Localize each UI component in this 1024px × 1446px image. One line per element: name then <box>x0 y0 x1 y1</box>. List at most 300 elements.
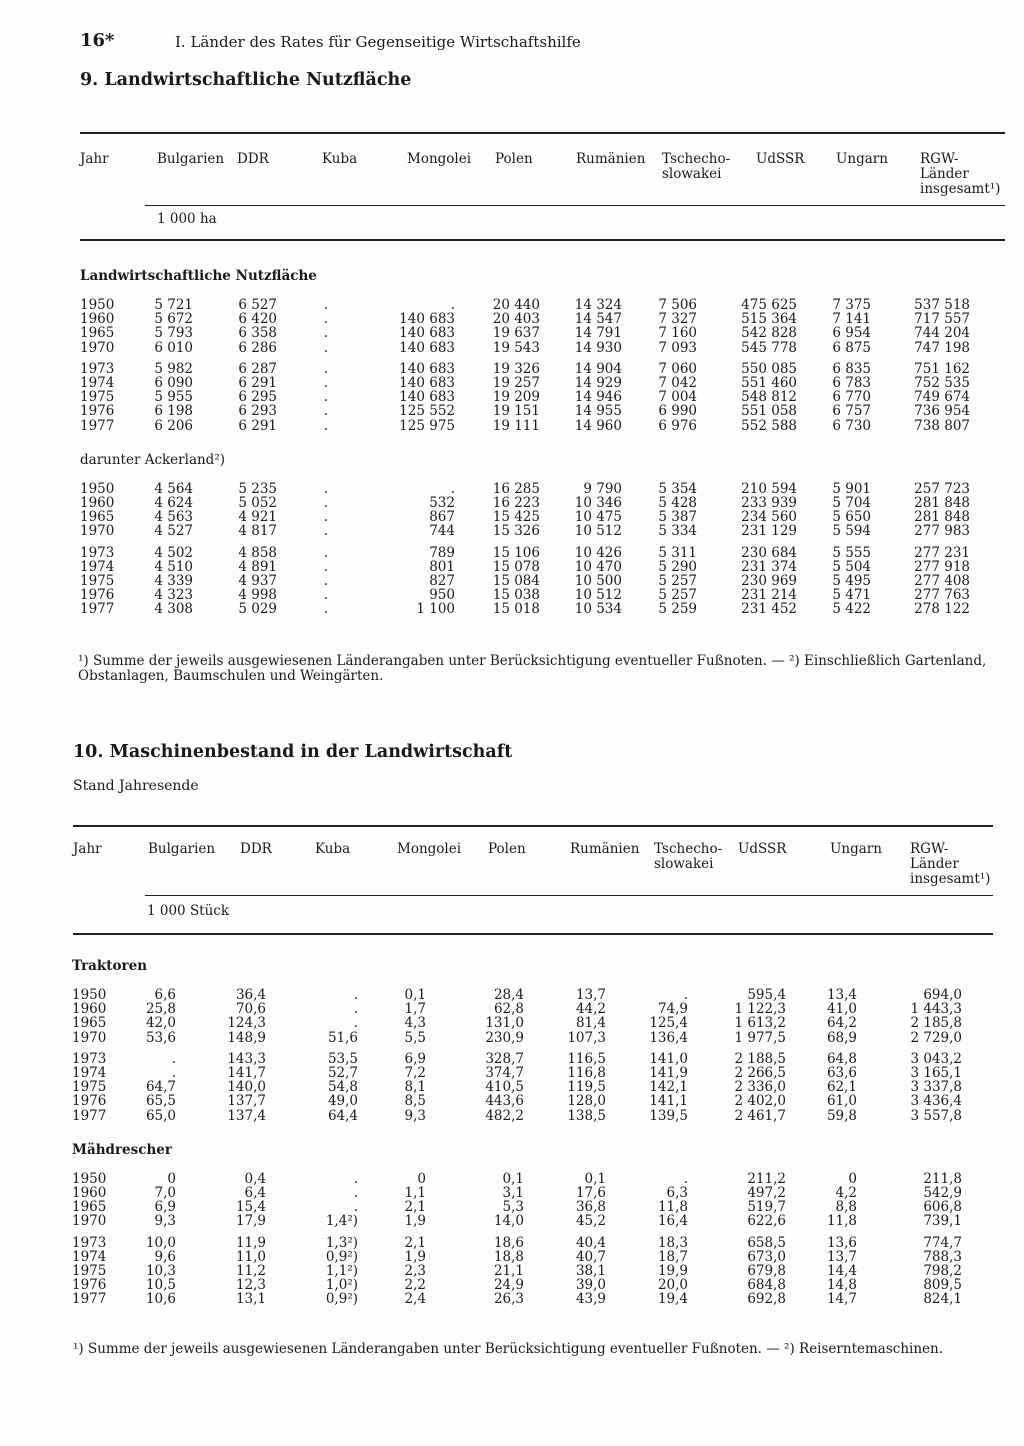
column-header-tschecho: Tschecho- slowakei <box>654 841 723 872</box>
value-cell-mongolei: 950 <box>429 587 455 604</box>
value-cell-rgw: 824,1 <box>923 1291 962 1308</box>
table-row <box>0 390 1024 404</box>
value-cell-ddr: 6 420 <box>238 311 277 328</box>
value-cell-ungarn: 5 594 <box>832 523 871 540</box>
value-cell-rumänien: 138,5 <box>567 1107 606 1124</box>
running-title: I. Länder des Rates für Gegenseitige Wirtschaftshilfe <box>175 33 581 51</box>
value-cell-ddr: 140,0 <box>227 1079 266 1096</box>
year-cell: 1973 <box>80 360 115 377</box>
value-cell-kuba: 53,5 <box>327 1050 358 1067</box>
value-cell-kuba: 54,8 <box>327 1079 358 1096</box>
table-row <box>0 419 1024 433</box>
year-cell: 1970 <box>72 1213 107 1230</box>
value-cell-rumänien: 38,1 <box>575 1263 606 1279</box>
column-header-mongolei: Mongolei <box>407 151 472 167</box>
value-cell-mongolei: 789 <box>429 544 455 561</box>
value-cell-kuba: . <box>323 325 328 342</box>
value-cell-mongolei: 532 <box>429 495 455 511</box>
year-cell: 1973 <box>72 1050 107 1067</box>
value-cell-bulgarien: 5 793 <box>154 325 193 342</box>
value-cell-rgw: 3 337,8 <box>910 1079 962 1096</box>
value-cell-kuba: . <box>323 297 328 313</box>
value-cell-tschecho: 19,4 <box>657 1291 688 1308</box>
value-cell-kuba: . <box>323 339 328 356</box>
value-cell-bulgarien: 6 206 <box>154 417 193 434</box>
table-row <box>0 1080 1024 1094</box>
table-row <box>0 341 1024 355</box>
table-row <box>0 1236 1024 1250</box>
value-cell-ddr: 6 293 <box>238 403 277 420</box>
table-row <box>0 524 1024 538</box>
value-cell-ddr: 4 858 <box>238 544 277 561</box>
value-cell-mongolei: 1,9 <box>404 1213 426 1230</box>
value-cell-ddr: 137,4 <box>227 1107 266 1124</box>
value-cell-polen: 5,3 <box>502 1199 524 1216</box>
value-cell-rgw: 751 162 <box>914 360 970 377</box>
value-cell-rgw: 3 436,4 <box>910 1093 962 1110</box>
value-cell-ungarn: 59,8 <box>826 1107 857 1124</box>
value-cell-ddr: 148,9 <box>227 1029 266 1046</box>
value-cell-polen: 19 326 <box>492 360 540 377</box>
column-header-kuba: Kuba <box>315 841 351 857</box>
value-cell-rgw: 736 954 <box>914 403 970 420</box>
value-cell-bulgarien: 5 721 <box>154 297 193 313</box>
table-row <box>0 376 1024 390</box>
value-cell-udssr: 231 214 <box>741 587 797 604</box>
value-cell-ddr: 5 052 <box>238 495 277 511</box>
column-header-tschecho: Tschecho- slowakei <box>662 151 731 182</box>
value-cell-rumänien: 10 470 <box>574 558 622 575</box>
value-cell-tschecho: 11,8 <box>657 1199 688 1216</box>
value-cell-tschecho: 141,1 <box>649 1093 688 1110</box>
year-cell: 1973 <box>80 544 115 561</box>
value-cell-rgw: 257 723 <box>914 480 970 497</box>
table-row <box>0 1016 1024 1030</box>
value-cell-bulgarien: 10,0 <box>145 1234 176 1251</box>
value-cell-ungarn: 6 730 <box>832 417 871 434</box>
value-cell-ddr: 6 291 <box>238 375 277 391</box>
value-cell-mongolei: 140 683 <box>399 325 455 342</box>
value-cell-ungarn: 5 495 <box>832 573 871 589</box>
value-cell-rumänien: 107,3 <box>567 1029 606 1046</box>
value-cell-rgw: 211,8 <box>923 1170 962 1187</box>
value-cell-mongolei: 801 <box>429 558 455 575</box>
value-cell-rumänien: 14 904 <box>574 360 622 377</box>
value-cell-tschecho: 7 004 <box>658 389 697 406</box>
value-cell-mongolei: 1,1 <box>404 1185 426 1201</box>
value-cell-ddr: 13,1 <box>235 1291 266 1308</box>
value-cell-ungarn: 41,0 <box>826 1001 857 1018</box>
value-cell-udssr: 2 461,7 <box>734 1107 786 1124</box>
value-cell-rgw: 694,0 <box>923 987 962 1003</box>
value-cell-ungarn: 7 141 <box>832 311 871 328</box>
table-row <box>0 1052 1024 1066</box>
value-cell-rgw: 749 674 <box>914 389 970 406</box>
table-row <box>0 1264 1024 1278</box>
value-cell-polen: 131,0 <box>485 1015 524 1032</box>
value-cell-kuba: . <box>323 558 328 575</box>
value-cell-polen: 20 403 <box>492 311 540 328</box>
year-cell: 1960 <box>80 311 115 328</box>
value-cell-tschecho: 18,3 <box>657 1234 688 1251</box>
value-cell-bulgarien: 42,0 <box>145 1015 176 1032</box>
value-cell-polen: 24,9 <box>493 1277 524 1294</box>
value-cell-bulgarien: 6 198 <box>154 403 193 420</box>
value-cell-mongolei: 140 683 <box>399 389 455 406</box>
table10-unit-rule <box>145 895 993 896</box>
group-label: Mähdrescher <box>72 1141 172 1158</box>
value-cell-rumänien: 9 790 <box>583 480 622 497</box>
value-cell-polen: 28,4 <box>493 987 524 1003</box>
year-cell: 1965 <box>80 509 115 526</box>
value-cell-ddr: 70,6 <box>235 1001 266 1018</box>
value-cell-bulgarien: 6,6 <box>154 987 176 1003</box>
value-cell-polen: 62,8 <box>493 1001 524 1018</box>
value-cell-ungarn: 14,4 <box>826 1263 857 1279</box>
table-row <box>0 1186 1024 1200</box>
value-cell-polen: 26,3 <box>493 1291 524 1308</box>
table9-footnote-line1: ¹) Summe der jeweils ausgewiesenen Länderangaben unter Berücksichtigung eventueller Fußnoten. — ²) Einschließlich Gartenland, <box>78 653 987 669</box>
value-cell-ddr: 6 286 <box>238 339 277 356</box>
value-cell-ddr: 4 817 <box>238 523 277 540</box>
table9-footnote-line2: Obstanlagen, Baumschulen und Weingärten. <box>78 668 384 684</box>
value-cell-bulgarien: 4 308 <box>154 601 193 618</box>
value-cell-ddr: 6 291 <box>238 417 277 434</box>
value-cell-ungarn: 5 704 <box>832 495 871 511</box>
value-cell-rumänien: 14 960 <box>574 417 622 434</box>
value-cell-rumänien: 119,5 <box>567 1079 606 1096</box>
value-cell-mongolei: 9,3 <box>404 1107 426 1124</box>
value-cell-rgw: 798,2 <box>923 1263 962 1279</box>
value-cell-tschecho: 5 290 <box>658 558 697 575</box>
value-cell-mongolei: 7,2 <box>404 1065 426 1081</box>
value-cell-bulgarien: 5 982 <box>154 360 193 377</box>
value-cell-rgw: 774,7 <box>923 1234 962 1251</box>
value-cell-mongolei: 2,2 <box>404 1277 426 1294</box>
value-cell-rgw: 752 535 <box>914 375 970 391</box>
year-cell: 1976 <box>80 587 115 604</box>
year-cell: 1975 <box>72 1263 107 1279</box>
value-cell-ddr: 4 937 <box>238 573 277 589</box>
value-cell-mongolei: 0,1 <box>404 987 426 1003</box>
value-cell-tschecho: 5 387 <box>658 509 697 526</box>
value-cell-polen: 19 543 <box>492 339 540 356</box>
table-row <box>0 1200 1024 1214</box>
value-cell-rgw: 277 763 <box>914 587 970 604</box>
value-cell-polen: 16 223 <box>492 495 540 511</box>
value-cell-rgw: 3 165,1 <box>910 1065 962 1081</box>
table10-header-rule <box>73 933 993 935</box>
value-cell-rumänien: 45,2 <box>575 1213 606 1230</box>
value-cell-rgw: 744 204 <box>914 325 970 342</box>
value-cell-kuba: 0,9²) <box>325 1248 358 1265</box>
value-cell-kuba: . <box>353 987 358 1003</box>
year-cell: 1976 <box>72 1277 107 1294</box>
value-cell-ungarn: 4,2 <box>835 1185 857 1201</box>
value-cell-rumänien: 14 946 <box>574 389 622 406</box>
table-row <box>0 312 1024 326</box>
group-label: Landwirtschaftliche Nutzfläche <box>80 268 317 284</box>
value-cell-rumänien: 116,8 <box>567 1065 606 1081</box>
column-header-jahr: Jahr <box>73 841 102 857</box>
value-cell-rgw: 281 848 <box>914 509 970 526</box>
value-cell-kuba: 1,0²) <box>325 1277 358 1294</box>
value-cell-ungarn: 6 783 <box>832 375 871 391</box>
value-cell-tschecho: 20,0 <box>657 1277 688 1294</box>
value-cell-rumänien: 44,2 <box>575 1001 606 1018</box>
value-cell-udssr: 231 374 <box>741 558 797 575</box>
column-header-udssr: UdSSR <box>738 841 787 857</box>
value-cell-bulgarien: 10,6 <box>145 1291 176 1308</box>
value-cell-tschecho: 7 060 <box>658 360 697 377</box>
year-cell: 1965 <box>72 1199 107 1216</box>
value-cell-mongolei: 8,5 <box>404 1093 426 1110</box>
value-cell-tschecho: 6,3 <box>666 1185 688 1201</box>
value-cell-mongolei: 5,5 <box>404 1029 426 1046</box>
table-row <box>0 510 1024 524</box>
group-label: darunter Ackerland²) <box>80 451 226 468</box>
value-cell-mongolei: 125 552 <box>399 403 455 420</box>
value-cell-polen: 3,1 <box>502 1185 524 1201</box>
value-cell-kuba: 49,0 <box>327 1093 358 1110</box>
value-cell-tschecho: 141,9 <box>649 1065 688 1081</box>
table-row <box>0 482 1024 496</box>
page-number: 16* <box>80 30 115 51</box>
value-cell-tschecho: 6 990 <box>658 403 697 420</box>
value-cell-kuba: . <box>323 587 328 604</box>
value-cell-ddr: 141,7 <box>227 1065 266 1081</box>
value-cell-tschecho: 5 257 <box>658 587 697 604</box>
table-row <box>0 298 1024 312</box>
group-label: Traktoren <box>72 958 148 974</box>
value-cell-kuba: . <box>353 1170 358 1187</box>
value-cell-polen: 19 257 <box>492 375 540 391</box>
value-cell-ungarn: 11,8 <box>826 1213 857 1230</box>
value-cell-mongolei: 140 683 <box>399 375 455 391</box>
value-cell-tschecho: 7 506 <box>658 297 697 313</box>
value-cell-tschecho: 5 259 <box>658 601 697 618</box>
value-cell-tschecho: . <box>683 1170 688 1187</box>
value-cell-udssr: 692,8 <box>747 1291 786 1308</box>
value-cell-bulgarien: 4 339 <box>154 573 193 589</box>
year-cell: 1975 <box>80 389 115 406</box>
table10-footnote-line1: ¹) Summe der jeweils ausgewiesenen Länderangaben unter Berücksichtigung eventueller Fußnoten. — ²) Reiserntemaschinen. <box>73 1341 943 1357</box>
value-cell-mongolei: . <box>450 480 455 497</box>
value-cell-rgw: 3 043,2 <box>910 1050 962 1067</box>
value-cell-rumänien: 10 512 <box>574 523 622 540</box>
value-cell-polen: 15 326 <box>492 523 540 540</box>
value-cell-mongolei: 140 683 <box>399 339 455 356</box>
value-cell-ungarn: 7 375 <box>832 297 871 313</box>
value-cell-kuba: 1,1²) <box>325 1263 358 1279</box>
value-cell-bulgarien: 4 564 <box>154 480 193 497</box>
column-header-rgw: RGW- Länder insgesamt¹) <box>910 841 991 887</box>
value-cell-rumänien: 39,0 <box>575 1277 606 1294</box>
value-cell-bulgarien: 65,0 <box>145 1107 176 1124</box>
value-cell-udssr: 1 613,2 <box>734 1015 786 1032</box>
value-cell-rumänien: 14 324 <box>574 297 622 313</box>
value-cell-kuba: . <box>323 495 328 511</box>
value-cell-bulgarien: . <box>171 1050 176 1067</box>
value-cell-kuba: 1,4²) <box>325 1213 358 1230</box>
value-cell-polen: 15 018 <box>492 601 540 618</box>
table-row <box>0 602 1024 616</box>
value-cell-ddr: 0,4 <box>244 1170 266 1187</box>
value-cell-mongolei: 125 975 <box>399 417 455 434</box>
value-cell-kuba: 1,3²) <box>325 1234 358 1251</box>
value-cell-ungarn: 13,4 <box>826 987 857 1003</box>
value-cell-rgw: 277 231 <box>914 544 970 561</box>
value-cell-polen: 15 084 <box>492 573 540 589</box>
value-cell-polen: 21,1 <box>493 1263 524 1279</box>
year-cell: 1975 <box>80 573 115 589</box>
value-cell-ungarn: 6 954 <box>832 325 871 342</box>
year-cell: 1977 <box>72 1291 107 1308</box>
value-cell-ungarn: 0 <box>848 1170 857 1187</box>
column-header-ddr: DDR <box>240 841 272 857</box>
value-cell-tschecho: 5 334 <box>658 523 697 540</box>
value-cell-ungarn: 62,1 <box>826 1079 857 1096</box>
table10-title: 10. Maschinenbestand in der Landwirtschaft <box>73 742 513 762</box>
year-cell: 1950 <box>80 480 115 497</box>
value-cell-ddr: 5 029 <box>238 601 277 618</box>
column-header-bulgarien: Bulgarien <box>148 841 216 857</box>
value-cell-mongolei: 4,3 <box>404 1015 426 1032</box>
value-cell-ddr: 5 235 <box>238 480 277 497</box>
value-cell-polen: 15 038 <box>492 587 540 604</box>
value-cell-ungarn: 6 875 <box>832 339 871 356</box>
value-cell-polen: 19 209 <box>492 389 540 406</box>
table-row <box>0 546 1024 560</box>
value-cell-rumänien: 40,4 <box>575 1234 606 1251</box>
value-cell-ddr: 6 295 <box>238 389 277 406</box>
value-cell-ddr: 4 998 <box>238 587 277 604</box>
value-cell-bulgarien: 7,0 <box>154 1185 176 1201</box>
value-cell-udssr: 622,6 <box>747 1213 786 1230</box>
value-cell-kuba: 52,7 <box>327 1065 358 1081</box>
value-cell-polen: 15 425 <box>492 509 540 526</box>
value-cell-ddr: 137,7 <box>227 1093 266 1110</box>
value-cell-ddr: 11,9 <box>235 1234 266 1251</box>
table-row <box>0 362 1024 376</box>
year-cell: 1974 <box>80 558 115 575</box>
table-row <box>0 988 1024 1002</box>
value-cell-rumänien: 81,4 <box>575 1015 606 1032</box>
value-cell-mongolei: 140 683 <box>399 360 455 377</box>
value-cell-tschecho: 7 042 <box>658 375 697 391</box>
value-cell-kuba: . <box>323 480 328 497</box>
value-cell-rgw: 739,1 <box>923 1213 962 1230</box>
value-cell-ungarn: 5 471 <box>832 587 871 604</box>
value-cell-bulgarien: 9,3 <box>154 1213 176 1230</box>
value-cell-bulgarien: 5 672 <box>154 311 193 328</box>
table9-unit-rule <box>145 205 1005 206</box>
column-header-ungarn: Ungarn <box>836 151 888 167</box>
value-cell-polen: 374,7 <box>485 1065 524 1081</box>
table-row <box>0 560 1024 574</box>
value-cell-kuba: 51,6 <box>327 1029 358 1046</box>
table-row <box>0 404 1024 418</box>
value-cell-polen: 19 151 <box>492 403 540 420</box>
value-cell-udssr: 233 939 <box>741 495 797 511</box>
column-header-rumänien: Rumänien <box>576 151 646 167</box>
value-cell-polen: 0,1 <box>502 1170 524 1187</box>
value-cell-rumänien: 17,6 <box>575 1185 606 1201</box>
year-cell: 1970 <box>80 523 115 540</box>
value-cell-rgw: 277 408 <box>914 573 970 589</box>
value-cell-udssr: 673,0 <box>747 1248 786 1265</box>
value-cell-ddr: 6 358 <box>238 325 277 342</box>
column-header-kuba: Kuba <box>322 151 358 167</box>
value-cell-udssr: 211,2 <box>747 1170 786 1187</box>
value-cell-tschecho: 18,7 <box>657 1248 688 1265</box>
year-cell: 1950 <box>72 1170 107 1187</box>
table9-header-rule <box>80 239 1005 241</box>
value-cell-udssr: 230 969 <box>741 573 797 589</box>
value-cell-bulgarien: 4 323 <box>154 587 193 604</box>
year-cell: 1950 <box>72 987 107 1003</box>
value-cell-tschecho: 136,4 <box>649 1029 688 1046</box>
table-row <box>0 1278 1024 1292</box>
value-cell-rgw: 542,9 <box>923 1185 962 1201</box>
value-cell-rgw: 717 557 <box>914 311 970 328</box>
value-cell-udssr: 475 625 <box>741 297 797 313</box>
year-cell: 1977 <box>80 601 115 618</box>
year-cell: 1965 <box>80 325 115 342</box>
value-cell-ddr: 15,4 <box>235 1199 266 1216</box>
value-cell-ddr: 143,3 <box>227 1050 266 1067</box>
table10-top-rule <box>73 825 993 827</box>
value-cell-rgw: 281 848 <box>914 495 970 511</box>
value-cell-mongolei: 827 <box>429 573 455 589</box>
value-cell-polen: 14,0 <box>493 1213 524 1230</box>
value-cell-polen: 18,8 <box>493 1248 524 1265</box>
value-cell-ungarn: 6 835 <box>832 360 871 377</box>
value-cell-udssr: 519,7 <box>747 1199 786 1216</box>
value-cell-rgw: 809,5 <box>923 1277 962 1294</box>
value-cell-mongolei: 867 <box>429 509 455 526</box>
value-cell-udssr: 234 560 <box>741 509 797 526</box>
value-cell-udssr: 515 364 <box>741 311 797 328</box>
value-cell-ddr: 6,4 <box>244 1185 266 1201</box>
value-cell-rgw: 1 443,3 <box>910 1001 962 1018</box>
value-cell-rgw: 2 185,8 <box>910 1015 962 1032</box>
value-cell-bulgarien: 5 955 <box>154 389 193 406</box>
value-cell-bulgarien: 4 510 <box>154 558 193 575</box>
value-cell-tschecho: 5 428 <box>658 495 697 511</box>
value-cell-polen: 443,6 <box>485 1093 524 1110</box>
value-cell-rumänien: 10 500 <box>574 573 622 589</box>
year-cell: 1960 <box>80 495 115 511</box>
value-cell-polen: 19 111 <box>492 417 540 434</box>
table-row <box>0 1002 1024 1016</box>
value-cell-rumänien: 116,5 <box>567 1050 606 1067</box>
value-cell-ungarn: 8,8 <box>835 1199 857 1216</box>
value-cell-ddr: 11,0 <box>235 1248 266 1265</box>
year-cell: 1975 <box>72 1079 107 1096</box>
value-cell-bulgarien: 4 624 <box>154 495 193 511</box>
value-cell-kuba: . <box>353 1199 358 1216</box>
table9-title: 9. Landwirtschaftliche Nutzfläche <box>80 70 412 90</box>
value-cell-ungarn: 61,0 <box>826 1093 857 1110</box>
value-cell-udssr: 231 129 <box>741 523 797 540</box>
value-cell-rumänien: 13,7 <box>575 987 606 1003</box>
value-cell-rgw: 747 198 <box>914 339 970 356</box>
value-cell-udssr: 658,5 <box>747 1234 786 1251</box>
value-cell-udssr: 1 977,5 <box>734 1029 786 1046</box>
value-cell-tschecho: 16,4 <box>657 1213 688 1230</box>
value-cell-ungarn: 68,9 <box>826 1029 857 1046</box>
